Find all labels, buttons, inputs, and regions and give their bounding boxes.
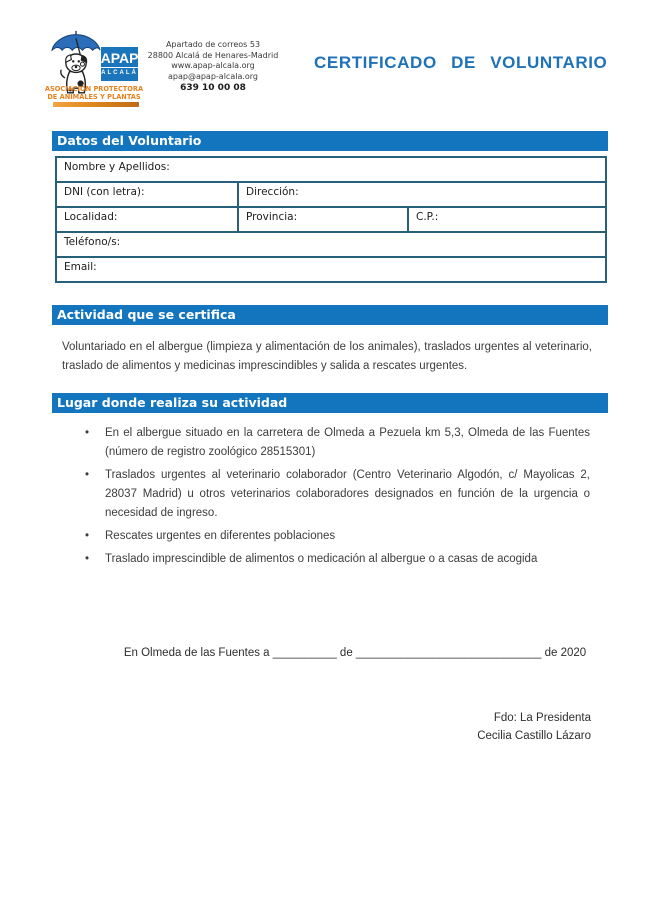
- bullet-text-rescates: Rescates urgentes en diferentes poblaciones: [105, 530, 336, 542]
- field-cp: C.P.:: [407, 208, 605, 231]
- document-title: CERTIFICADO DE VOLUNTARIO: [314, 53, 608, 72]
- section-header-datos: Datos del Voluntario: [52, 131, 608, 151]
- bullet-icon: •: [85, 553, 90, 565]
- volunteer-data-table: [55, 156, 607, 283]
- section-header-lugar: Lugar donde realiza su actividad: [52, 393, 608, 413]
- contact-email: apap@apap-alcala.org: [167, 71, 259, 81]
- bullet-text-traslado-alimentos: Traslado imprescindible de alimentos o medicación al albergue o a casas de acogida: [105, 553, 538, 565]
- bullet-icon: •: [85, 530, 90, 542]
- section-header-actividad: Actividad que se certifica: [52, 305, 608, 325]
- signature-block: [0, 709, 591, 745]
- location-bullet-list: [85, 424, 590, 569]
- signature-title: Fdo: La Presidenta: [493, 712, 591, 724]
- bullet-icon: •: [85, 427, 90, 439]
- logo-acronym: APAP: [100, 50, 139, 66]
- date-line: En Olmeda de las Fuentes a __________ de _____________________________ de 2020: [123, 647, 587, 659]
- field-telefono: Teléfono/s:: [57, 233, 605, 256]
- table-row: [57, 206, 605, 231]
- field-direccion: Dirección:: [237, 183, 605, 206]
- contact-address: 28800 Alcalá de Henares-Madrid: [147, 50, 279, 60]
- table-row: [57, 158, 605, 181]
- field-dni: DNI (con letra):: [57, 183, 237, 206]
- bullet-text-veterinario: Traslados urgentes al veterinario colaborador (Centro Veterinario Algodón, c/ Mayolicas 2, 28037 Madrid) u otros veterinarios colaboradores designados en función de la urgencia o necesidad de ingreso.: [105, 469, 590, 519]
- contact-website: www.apap-alcala.org: [171, 61, 255, 70]
- list-item: [85, 424, 590, 462]
- field-nombre-apellidos: Nombre y Apellidos:: [57, 158, 605, 181]
- document-header: [0, 0, 652, 115]
- activity-description: Voluntariado en el albergue (limpieza y alimentación de los animales), traslados urgentes al veterinario, traslado de alimentos y medicinas imprescindibles y salida a rescates urgentes.: [62, 341, 592, 372]
- org-name-line1: ASOCIACIÓN PROTECTORA: [44, 85, 144, 93]
- table-row: [57, 181, 605, 206]
- list-item: [85, 527, 590, 546]
- field-provincia: Provincia:: [237, 208, 407, 231]
- field-email: Email:: [57, 258, 605, 281]
- org-name-line2: DE ANIMALES Y PLANTAS: [47, 93, 141, 101]
- signature-name: Cecilia Castillo Lázaro: [477, 730, 591, 742]
- bullet-icon: •: [85, 469, 90, 481]
- apap-logo-box: [101, 47, 138, 81]
- table-row: [57, 231, 605, 256]
- table-row: [57, 256, 605, 281]
- contact-phone: 639 10 00 08: [180, 83, 246, 93]
- list-item: [85, 550, 590, 569]
- logo-orange-bar: [53, 102, 139, 107]
- logo-city: ALCALÁ: [101, 67, 138, 77]
- field-localidad: Localidad:: [57, 208, 237, 231]
- bullet-text-albergue: En el albergue situado en la carretera de Olmeda a Pezuela km 5,3, Olmeda de las Fuentes (número de registro zoológico 28515301): [105, 427, 590, 458]
- contact-po-box: Apartado de correos 53: [165, 40, 261, 49]
- contact-block: [141, 40, 285, 94]
- list-item: [85, 466, 590, 523]
- org-name: [44, 85, 144, 101]
